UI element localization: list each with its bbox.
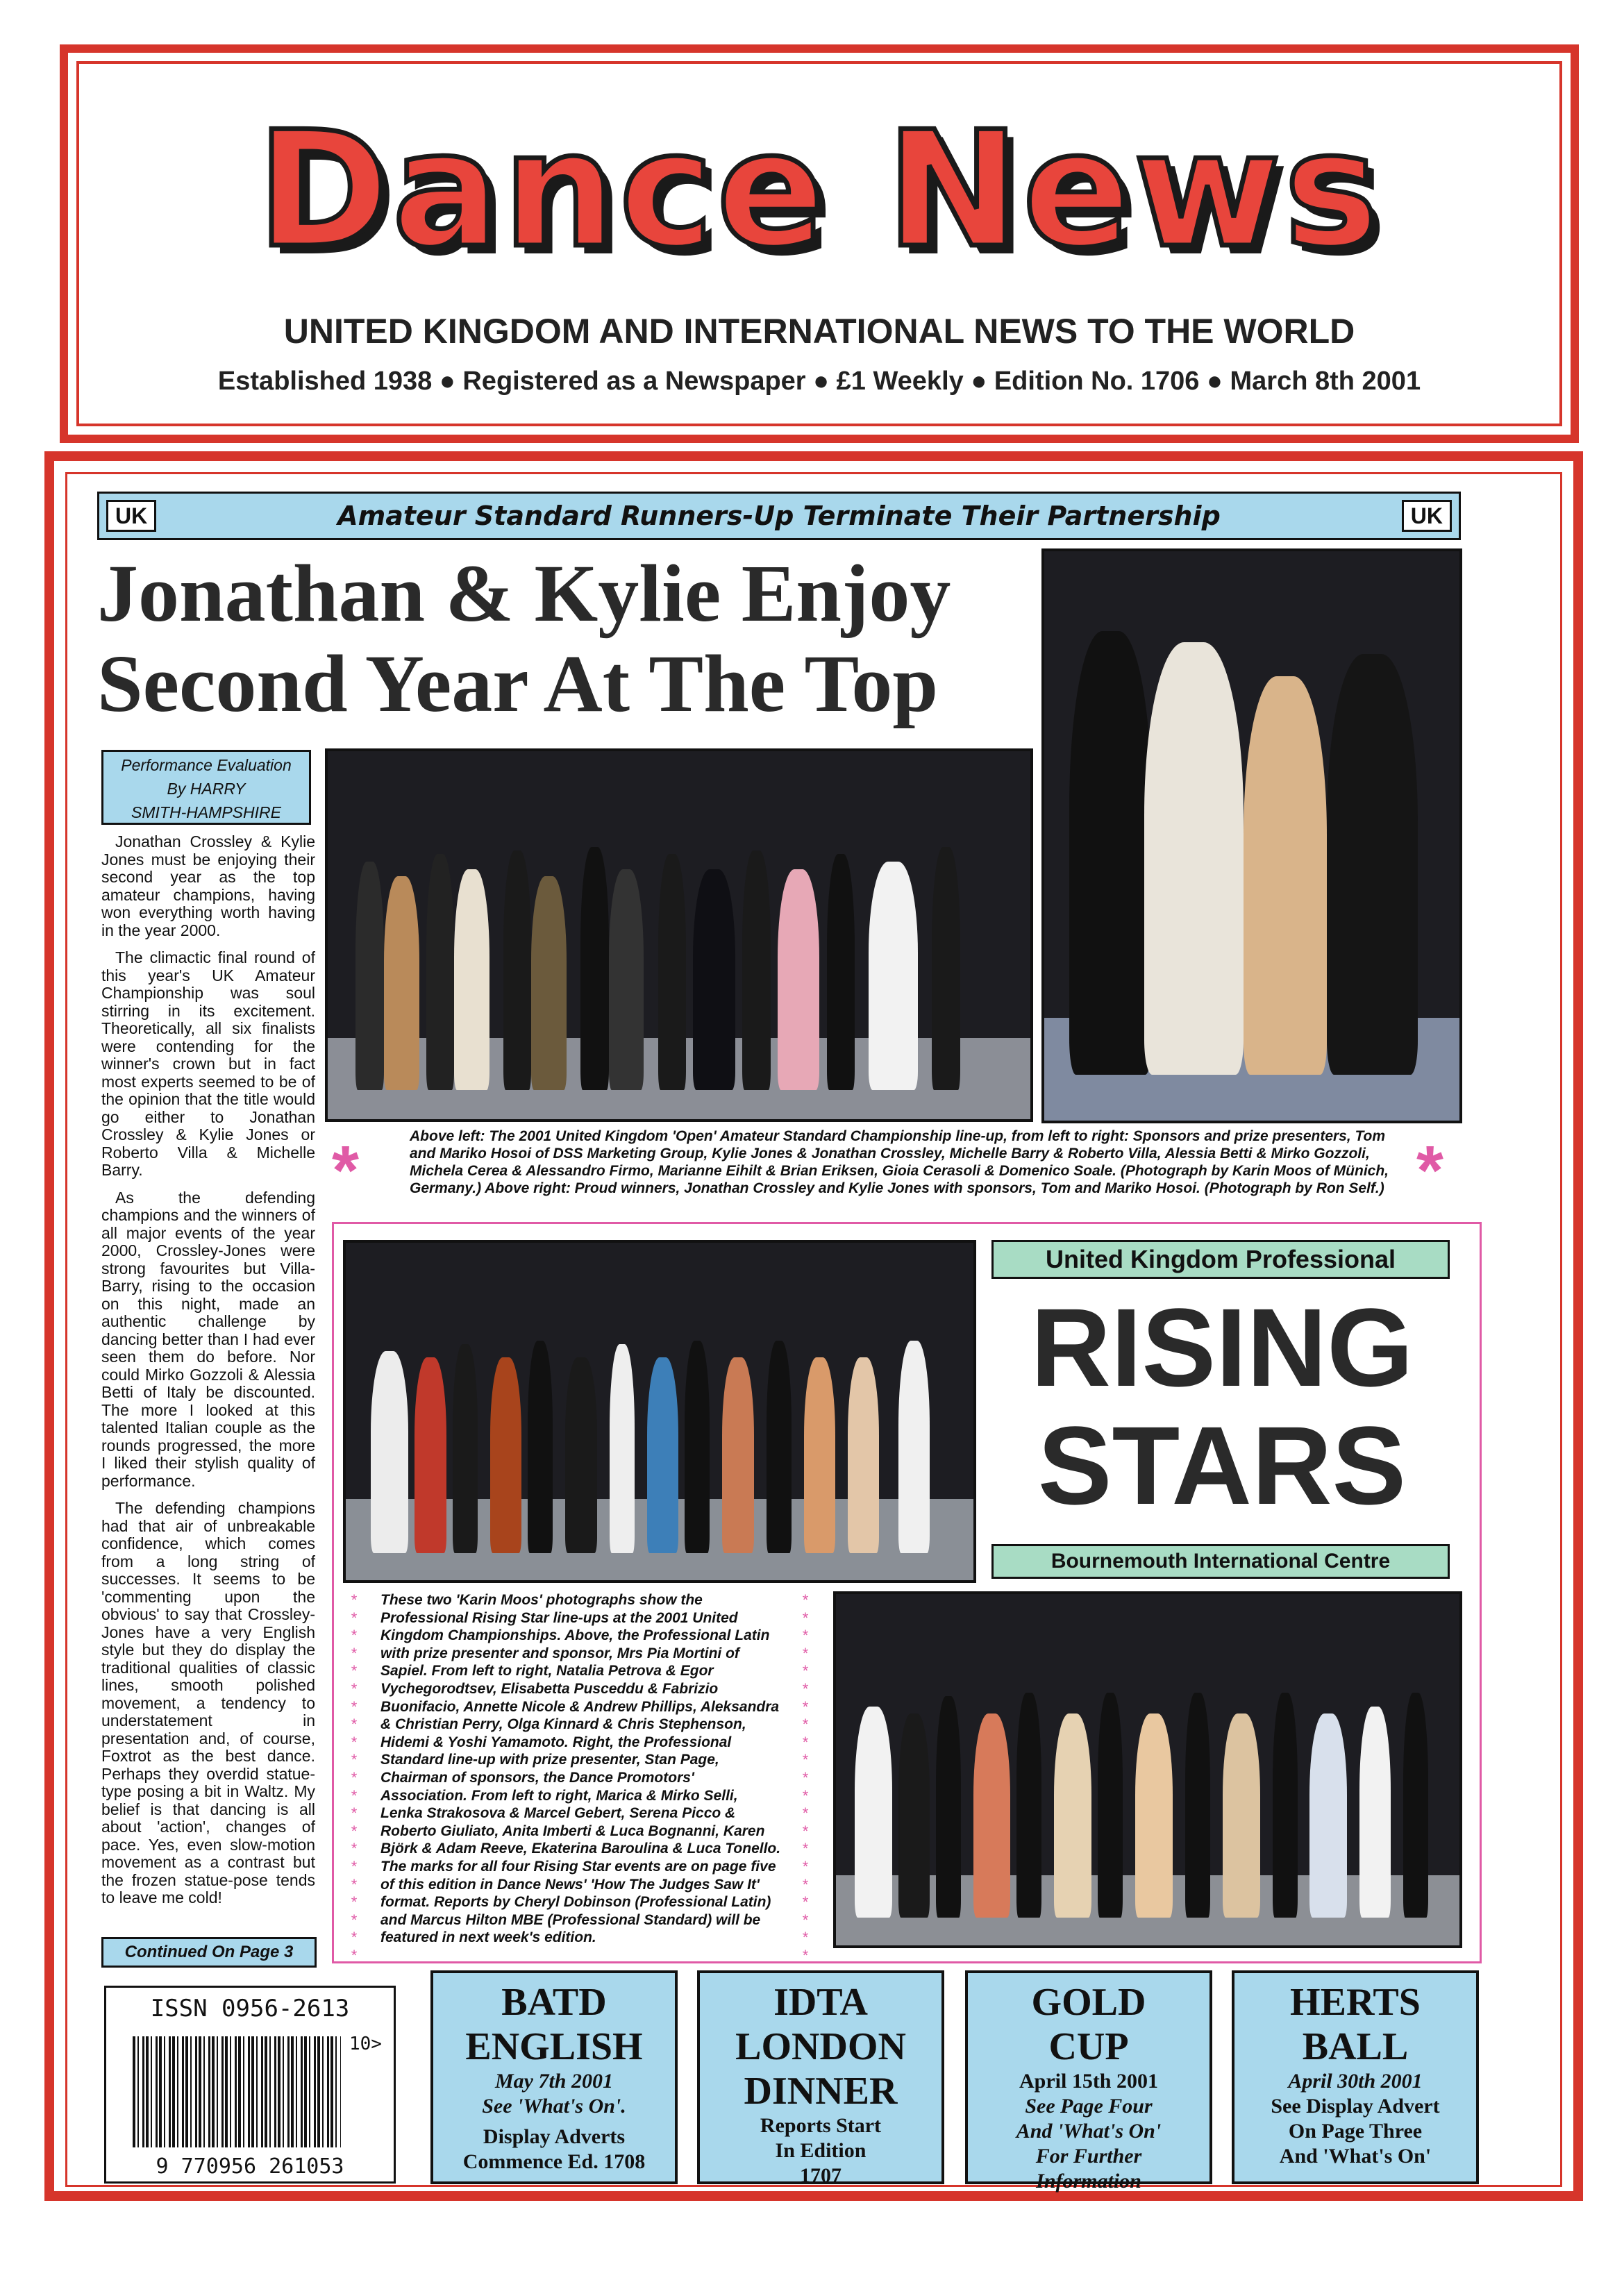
byline-line-3: SMITH-HAMPSHIRE [131,803,281,821]
event-detail: In Edition [775,2139,867,2162]
asterisk-icon: * [1416,1132,1443,1209]
masthead-subtitle: UNITED KINGDOM AND INTERNATIONAL NEWS TO THE WORLD [283,312,1355,351]
event-box-herts-ball [1232,1970,1479,2184]
rising-line: RISING [1030,1285,1414,1409]
strapline [97,492,1461,540]
event-detail: Display Adverts [483,2125,626,2148]
event-box-batd [430,1970,678,2184]
asterisk-icon: * [332,1132,359,1209]
venue-label: Bournemouth International Centre [991,1544,1450,1579]
photo-winners-with-sponsors [1041,548,1462,1123]
article-paragraph: The climactic final round of this year's UK Amateur Championship was soul stirring in its excitement. Theoretically, all six finalists were contending for the winner's crown but in fact most experts seemed to be of the opinion that the title would go either to Jonathan Crossley & Kylie Jones or Roberto Villa & Michelle Barry. [101,948,315,1179]
event-detail: Commence Ed. 1708 [462,2150,646,2173]
article-paragraph: Jonathan Crossley & Kylie Jones must be enjoying their second year as the top amateur champions, having won everything worth having in the year 2000. [101,832,315,939]
event-note: And 'What's On' [1016,2120,1162,2143]
barcode-digits: 9 770956 261053 [156,2154,344,2179]
masthead-title: Dance News [256,98,1382,283]
article-paragraph: As the defending champions and the winners of all major events of the year 2000, Crossley-Jones were strong favourites but Villa-Barry, rising to the occasion on this night, made an authentic challenge by dancing better than I had ever seen them do before. Nor could Mirko Gozzoli & Alessia Betti of Italy be discounted. The more I looked at this talented Italian couple as the rounds progressed, the more I liked their stylish quality of performance. [101,1188,315,1490]
photo-standard-lineup [833,1591,1462,1948]
masthead-info: Established 1938 ● Registered as a Newspaper ● £1 Weekly ● Edition No. 1706 ● March 8th 2001 [217,367,1421,396]
event-detail: 1707 [800,2164,842,2187]
headline-line-1: Jonathan & Kylie Enjoy [97,548,951,639]
event-note: See 'What's On'. [482,2095,626,2118]
uk-badge-left: UK [106,500,156,532]
event-title: IDTA [773,1981,868,2024]
event-box-idta [697,1970,944,2187]
caption-rising-stars: These two 'Karin Moos' photographs show the Professional Rising Star line-ups at the 2001 United Kingdom Championships. Above, the Professional Latin with prize presenter and sponsor, Mrs Pia Mortini of Sapiel. From left to right, Natalia Petrova & Egor Vychegorodtsev, Elisabetta Pusceddu & Fabrizio Buonifacio, Annette Nicole & Andrew Phillips, Aleksandra & Christian Perry, Olga Kinnard & Chris Stephenson, Hidemi & Yoshi Yamamoto. Right, the Professional Standard line-up with prize presenter, Stan Page, Chairman of sponsors, the Dance Promotors' Association. From left to right, Marica & Mirko Selli, Lenka Strakosova & Marcel Gebert, Serena Picco & Roberto Giuliato, Anita Imberti & Luca Bognanni, Karen Björk & Adam Reeve, Ekaterina Baroulina & Luca Tonello. The marks for all four Rising Star events are on page five of this edition in Dance News' 'How The Judges Saw It' format. Reports by Cheryl Dobinson (Professional Latin) and Marcus Hilton MBE (Professional Standard) will be featured in next week's edition. [380,1592,781,1946]
issn-number: ISSN 0956-2613 [150,1995,350,2022]
byline-box [101,750,311,825]
strapline-text: Amateur Standard Runners-Up Terminate Their Partnership [337,501,1221,531]
article-paragraph: The defending champions had that air of unbreakable confidence, which comes from a long string of successes. It seems to be 'commenting upon the obvious' to say that Crossley-Jones have a very English style but they do display the traditional qualities of classic lines, smooth polished movement, a tendency to understatement in presentation and, of course, Foxtrot as the best dance. Perhaps they overdid statue-type posing a bit in Waltz. My belief is that dancing is all about 'action', changes of pace. Yes, even slow-motion movement as a contrast but the frozen statue-pose tends to leave me cold! [101,1499,315,1907]
event-note: Information [1036,2170,1141,2193]
event-detail: And 'What's On' [1279,2145,1432,2168]
event-title: ENGLISH [465,2025,643,2068]
caption-top-photos: Above left: The 2001 United Kingdom 'Open' Amateur Standard Championship line-up, from left to right: Sponsors and prize presenters, Tom and Mariko Hosoi of DSS Marketing Group, Kylie Jones & Jonathan Crossley, Michelle Barry & Roberto Villa, Alessia Betti & Mirko Gozzoli, Michela Cerea & Alessandro Firmo, Marianne Eihilt & Brian Eriksen, Gioia Cerasoli & Domenico Soale. (Photograph by Karin Moos of Münich, Germany.) Above right: Proud winners, Jonathan Crossley and Kylie Jones with sponsors, Tom and Mariko Hosoi. (Photograph by Ron Self.) [410,1128,1389,1196]
event-title: DINNER [744,2070,898,2113]
event-date: April 30th 2001 [1288,2070,1423,2093]
stars-line: STARS [1037,1403,1407,1527]
article-body [101,833,315,1917]
lead-headline [97,548,1028,729]
headline-line-2: Second Year At The Top [97,638,938,729]
issn-barcode-box [104,1986,396,2184]
event-detail: On Page Three [1288,2120,1423,2143]
photo-latin-lineup [343,1240,976,1583]
event-date: May 7th 2001 [494,2070,613,2093]
asterisk-column-right: * * * * * * * * * * * * * * * * * * * * * [802,1591,809,1964]
event-note: For Further [1035,2145,1142,2168]
byline-line-1: Performance Evaluation [121,756,292,774]
event-title: LONDON [735,2025,906,2068]
byline-line-2: By HARRY [167,780,246,798]
event-detail: See Display Advert [1271,2095,1440,2118]
uk-professional-label: United Kingdom Professional [991,1240,1450,1279]
issn-issue-code: 10> [349,2034,382,2054]
event-title: BALL [1302,2025,1409,2068]
event-note: See Page Four [1025,2095,1153,2118]
asterisk-column-left: * * * * * * * * * * * * * * * * * * * * * [351,1591,358,1964]
rising-stars-headline [1000,1285,1444,1527]
event-title: HERTS [1290,1981,1421,2024]
barcode [133,2036,341,2147]
event-box-gold-cup [965,1970,1212,2193]
event-title: GOLD [1031,1981,1146,2024]
uk-badge-right: UK [1402,500,1452,532]
photo-amateur-lineup [325,748,1033,1122]
event-date: April 15th 2001 [1019,2070,1158,2093]
continued-link[interactable]: Continued On Page 3 [101,1937,317,1968]
event-title: CUP [1048,2025,1129,2068]
event-detail: Reports Start [760,2114,882,2137]
event-title: BATD [501,1981,607,2024]
